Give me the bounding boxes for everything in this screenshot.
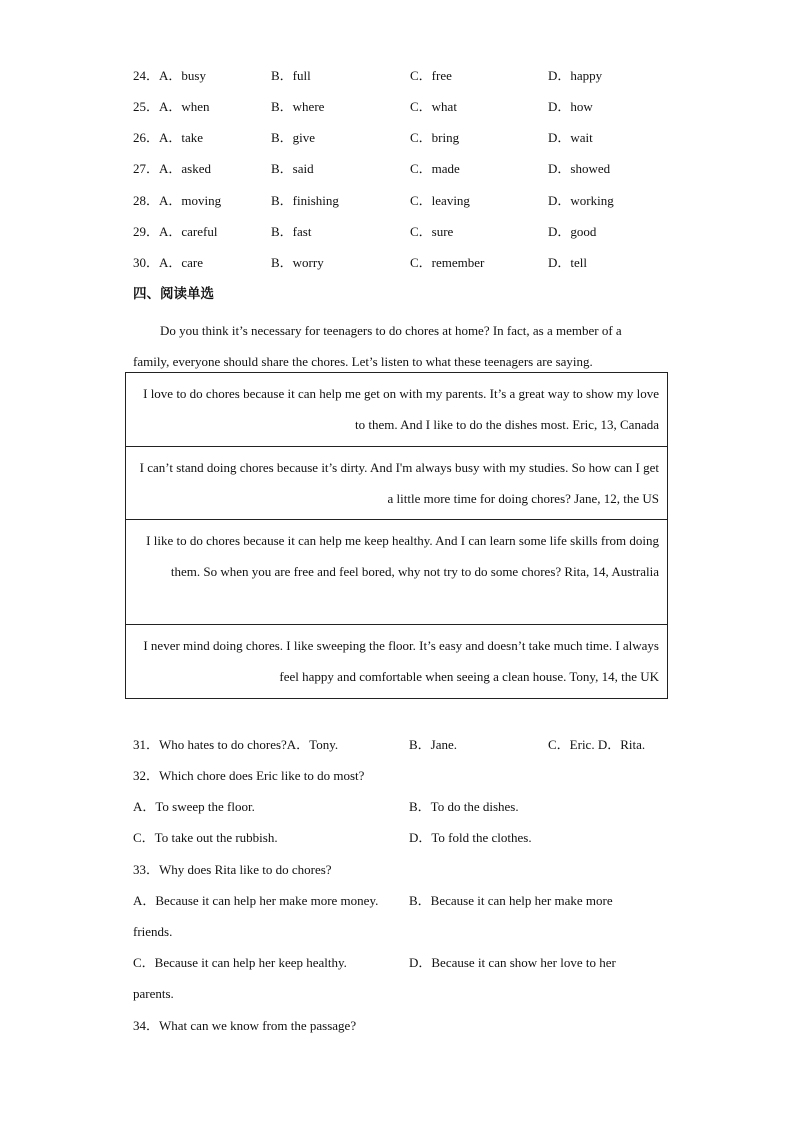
quote-tony: I never mind doing chores. I like sweeping the floor. It’s easy and doesn’t take much time. I always feel happy and comfortable when seeing a clean house. Tony, 14, the UK [143, 638, 659, 684]
quote-jane: I can’t stand doing chores because it’s dirty. And I'm always busy with my studies. So how can I get a little more time for doing chores? Jane, 12, the US [126, 447, 667, 520]
option-d[interactable]: D．To fold the clothes. [409, 830, 532, 845]
option-b[interactable]: B．full [271, 68, 311, 83]
question-stem: 32．Which chore does Eric like to do most? [133, 768, 365, 783]
question-28 [133, 191, 673, 211]
passage-intro-line: Do you think it’s necessary for teenagers to do chores at home? In fact, as a member of a [160, 323, 622, 338]
question-33-row1 [133, 890, 673, 912]
option-b[interactable]: B．finishing [271, 193, 339, 208]
option-c[interactable]: C．Because it can help her keep healthy. [133, 955, 347, 970]
quotes-table [125, 372, 668, 699]
question-33-row2 [133, 952, 673, 974]
option-b[interactable]: B．fast [271, 224, 312, 239]
option-a[interactable]: 28．A．moving [133, 193, 222, 208]
question-25 [133, 97, 673, 117]
option-d-continued: parents. [133, 986, 174, 1001]
option-d[interactable]: D．happy [548, 68, 603, 83]
option-c[interactable]: C．To take out the rubbish. [133, 830, 278, 845]
option-d[interactable]: D．good [548, 224, 597, 239]
option-b[interactable]: B．Jane. [409, 737, 458, 752]
question-32-row1 [133, 796, 673, 818]
option-c[interactable]: C．free [410, 68, 452, 83]
option-b[interactable]: B．worry [271, 255, 324, 270]
question-33-row1-cont [133, 921, 673, 943]
question-33-stem [133, 859, 673, 881]
quote-rita: I like to do chores because it can help me keep healthy. And I can learn some life skills from doing them. So when you are free and feel bored, why not try to do some chores? Rita, 14, Australia [126, 520, 667, 625]
option-c[interactable]: C．sure [410, 224, 454, 239]
option-c[interactable]: C．made [410, 161, 460, 176]
option-d[interactable]: D．how [548, 99, 593, 114]
quote-eric: I love to do chores because it can help me get on with my parents. It’s a great way to show my love to them. And I like to do the dishes most. Eric, 13, Canada [126, 373, 667, 447]
question-32-stem [133, 765, 673, 787]
question-29 [133, 222, 673, 242]
section-title: 四、阅读单选 [133, 286, 214, 302]
option-d[interactable]: D．Because it can show her love to her [409, 955, 616, 970]
option-b[interactable]: B．give [271, 130, 316, 145]
option-d[interactable]: D．showed [548, 161, 611, 176]
question-31-stem-option-a[interactable]: 31．Who hates to do chores?A．Tony. [133, 737, 339, 752]
option-c[interactable]: C．leaving [410, 193, 470, 208]
option-a[interactable]: 30．A．care [133, 255, 204, 270]
option-b-continued: friends. [133, 924, 173, 939]
question-32-row2 [133, 827, 673, 849]
question-27 [133, 159, 673, 179]
question-34-stem [133, 1015, 673, 1037]
option-b[interactable]: B．To do the dishes. [409, 799, 519, 814]
option-c[interactable]: C．remember [410, 255, 485, 270]
option-c-d[interactable]: C．Eric. D．Rita. [548, 737, 646, 752]
question-stem: 33．Why does Rita like to do chores? [133, 862, 332, 877]
question-31 [133, 734, 673, 756]
option-b[interactable]: B．where [271, 99, 325, 114]
option-c[interactable]: C．bring [410, 130, 460, 145]
option-c[interactable]: C．what [410, 99, 457, 114]
option-a[interactable]: 25．A．when [133, 99, 210, 114]
question-30 [133, 253, 673, 273]
option-d[interactable]: D．wait [548, 130, 593, 145]
option-a[interactable]: A．To sweep the floor. [133, 799, 255, 814]
question-24 [133, 66, 673, 86]
question-33-row2-cont [133, 983, 673, 1005]
option-a[interactable]: 26．A．take [133, 130, 204, 145]
passage-intro-line: family, everyone should share the chores. Let’s listen to what these teenagers are saying. [133, 354, 593, 369]
option-d[interactable]: D．working [548, 193, 614, 208]
option-b[interactable]: B．Because it can help her make more [409, 893, 613, 908]
option-a[interactable]: 29．A．careful [133, 224, 218, 239]
option-a[interactable]: 27．A．asked [133, 161, 211, 176]
question-stem: 34．What can we know from the passage? [133, 1018, 357, 1033]
question-26 [133, 128, 673, 148]
option-b[interactable]: B．said [271, 161, 314, 176]
option-a[interactable]: 24．A．busy [133, 68, 206, 83]
option-d[interactable]: D．tell [548, 255, 587, 270]
option-a[interactable]: A．Because it can help her make more money. [133, 893, 379, 908]
